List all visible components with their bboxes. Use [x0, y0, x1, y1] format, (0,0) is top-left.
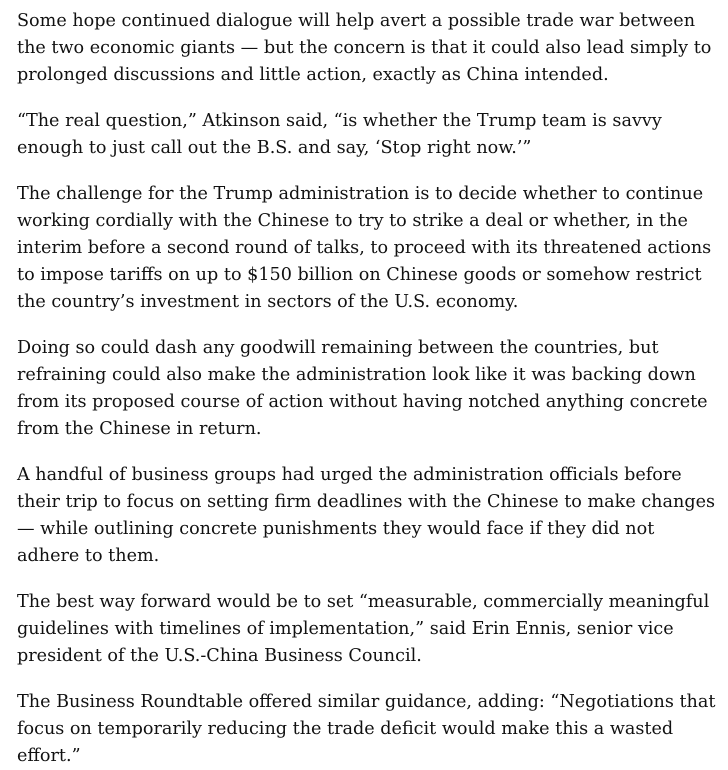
article-paragraph: Doing so could dash any goodwill remaining between the countries, but refraining could also make the administration look like it was backing down from its proposed course of action without having notched anything concrete from the Chinese in return.	[17, 338, 708, 439]
article-paragraph: The Business Roundtable offered similar guidance, adding: “Negotiations that focus on temporarily reducing the trade deficit would make this a wasted effort.”	[17, 692, 716, 766]
article-paragraph: Some hope continued dialogue will help avert a possible trade war between the two economic giants — but the concern is that it could also lead simply to prolonged discussions and little action, exactly as China intended.	[17, 11, 712, 85]
article-paragraph: “The real question,” Atkinson said, “is whether the Trump team is savvy enough to just call out the B.S. and say, ‘Stop right now.’”	[17, 111, 662, 158]
article-paragraph: A handful of business groups had urged the administration officials before their trip to focus on setting firm deadlines with the Chinese to make changes — while outlining concrete punishments they would face if they did not adhere to them.	[17, 465, 716, 566]
article-paragraph: The best way forward would be to set “measurable, commercially meaningful guidelines with timelines of implementation,” said Erin Ennis, senior vice president of the U.S.-China Business Council.	[17, 592, 710, 666]
article-paragraph: The challenge for the Trump administration is to decide whether to continue working cordially with the Chinese to try to strike a deal or whether, in the interim before a second round of talks, to proceed with its threatened actions to impose tariffs on up to $150 billion on Chinese goods or somehow restrict the country’s investment in sectors of the U.S. economy.	[17, 184, 712, 312]
